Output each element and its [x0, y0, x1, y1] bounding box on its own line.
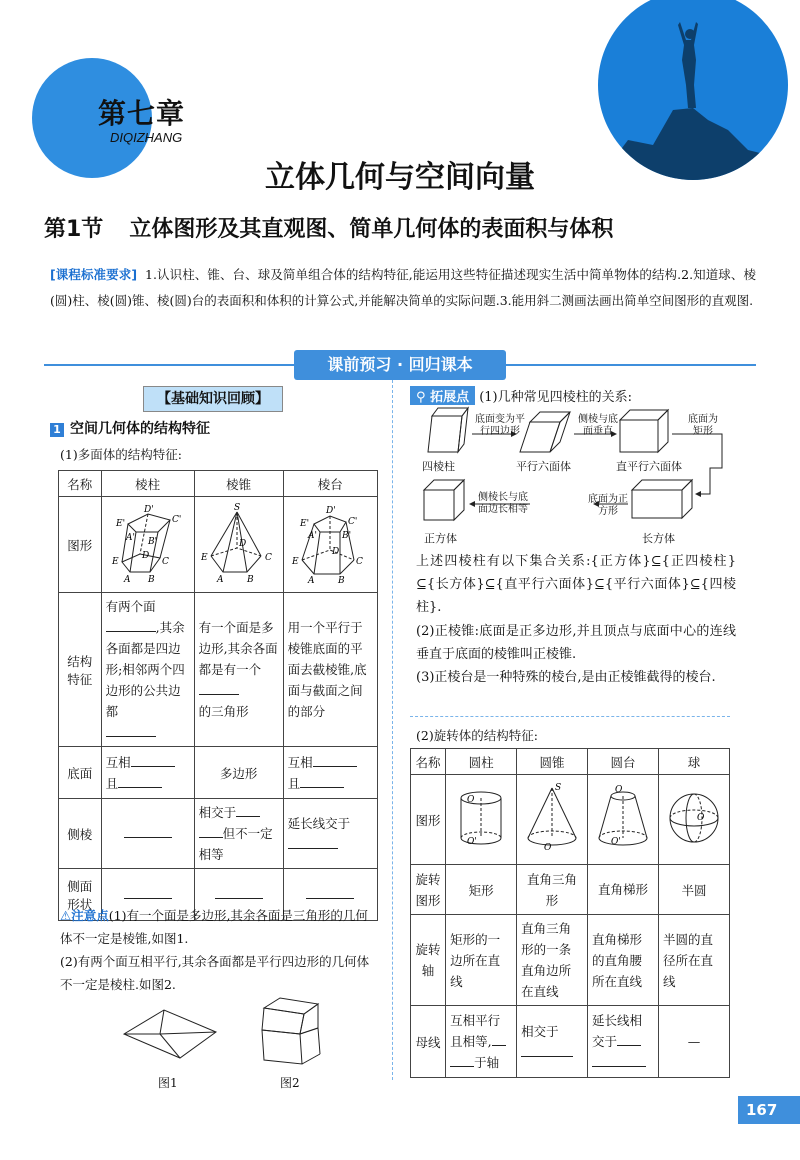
svg-text:C': C'	[348, 517, 358, 527]
note-1: (1)有一个面是多边形,其余各面是三角形的几何体不一定是棱锥,如图1.	[60, 908, 368, 946]
blank[interactable]	[118, 787, 162, 788]
svg-text:A': A'	[308, 531, 318, 541]
solid-label-4: 正方体	[424, 532, 457, 545]
edge-frustum-text: 延长线交于	[287, 815, 351, 831]
struct-pyramid-1: 有一个面是多边形,其余各面都是有一个	[198, 620, 278, 677]
svg-text:B: B	[338, 576, 345, 584]
row-base-label: 底面	[59, 747, 102, 799]
blank[interactable]	[313, 766, 357, 767]
blank[interactable]	[617, 1045, 641, 1046]
th-prism: 棱柱	[101, 471, 194, 497]
gen-cyl-1: 互相平行且相等,	[450, 1013, 501, 1049]
svg-text:O: O	[544, 843, 552, 853]
arrow-label-4: 侧棱长与底面边长相等	[478, 492, 528, 515]
row2-gen-label: 母线	[411, 1006, 446, 1078]
row2-rot-label: 旋转图形	[411, 865, 446, 915]
svg-text:E': E'	[115, 519, 125, 529]
blank[interactable]	[306, 898, 354, 899]
svg-text:E: E	[111, 557, 119, 567]
blank[interactable]	[450, 1066, 474, 1067]
rotation-table	[410, 748, 730, 1078]
rot-cone: 直角三角形	[517, 865, 588, 915]
struct-pyramid-2: 的三角形	[198, 704, 249, 719]
tuozhan-title: (1)几种常见四棱柱的关系:	[479, 390, 633, 405]
tuozhan-label-text: 拓展点	[430, 390, 470, 405]
regular-frustum: (3)正棱台是一种特殊的棱台,是由正棱锥截得的棱台.	[416, 670, 716, 685]
row2-shape-label: 图形	[411, 775, 446, 865]
tuozhan-header	[410, 386, 632, 405]
solid-label-5: 长方体	[642, 532, 675, 545]
gen-cone-text: 相交于	[521, 1023, 559, 1039]
blank[interactable]	[215, 898, 263, 899]
note-label: 注意点	[71, 908, 109, 923]
row-face-label: 侧面形状	[59, 869, 102, 921]
arrow-label-3: 底面为矩形	[688, 414, 718, 437]
rot-sphere: 半圆	[659, 865, 730, 915]
preview-band: 课前预习 · 回归课本	[294, 350, 506, 380]
blank[interactable]	[236, 816, 260, 817]
svg-text:D: D	[332, 547, 340, 557]
row-shape-label: 图形	[59, 497, 102, 593]
th-name: 名称	[59, 471, 102, 497]
tuozhan-label	[410, 386, 475, 405]
frustum2-figure	[588, 775, 659, 865]
base-prism-2: 且	[105, 775, 119, 791]
svg-text:O': O'	[611, 837, 621, 847]
rot-frustum: 直角梯形	[588, 865, 659, 915]
svg-text:E': E'	[300, 519, 310, 529]
blank[interactable]	[492, 1045, 506, 1046]
th2-cone: 圆锥	[517, 749, 588, 775]
note-block	[60, 904, 380, 996]
main-title: 立体几何与空间向量	[265, 160, 535, 195]
svg-text:S: S	[555, 783, 562, 793]
rot-cyl: 矩形	[446, 865, 517, 915]
blank[interactable]	[124, 898, 172, 899]
solid-label-3: 直平行六面体	[616, 460, 682, 473]
section-title-text: 立体图形及其直观图、简单几何体的表面积与体积	[129, 217, 614, 242]
svg-text:D': D'	[143, 505, 154, 515]
base-pyramid: 多边形	[194, 747, 283, 799]
heading-number: 1	[50, 423, 64, 437]
prism-figure	[101, 497, 194, 593]
arrow-label-2: 侧棱与底面垂直	[578, 414, 618, 437]
fig1-label: 图1	[158, 1076, 178, 1090]
struct-prism	[101, 593, 194, 747]
knowledge-review-box: 【基础知识回顾】	[143, 386, 283, 412]
gen-frustum	[588, 1006, 659, 1078]
regular-pyramid: (2)正棱锥:底面是正多边形,并且顶点与底面中心的连线垂直于底面的棱锥叫正棱锥.	[416, 624, 736, 662]
edge-pyramid-2: 但不一定相等	[198, 826, 273, 862]
sphere-figure	[659, 775, 730, 865]
th2-cyl: 圆柱	[446, 749, 517, 775]
svg-text:B: B	[147, 575, 155, 584]
base-frustum-1: 互相	[287, 754, 313, 770]
svg-text:S: S	[233, 503, 240, 513]
row-struct-label: 结构特征	[59, 593, 102, 747]
gen-frustum-text: 延长线相交于	[592, 1013, 643, 1049]
svg-text:D: D	[238, 539, 246, 549]
standard-label: [课程标准要求]	[50, 267, 138, 282]
course-standard	[50, 262, 756, 314]
section-number: 第1节	[44, 217, 104, 242]
gen-cyl-2: 于轴	[474, 1055, 500, 1070]
edge-pyramid-1: 相交于	[198, 805, 237, 820]
gen-cyl	[446, 1006, 517, 1078]
blank[interactable]	[199, 837, 223, 838]
section-title	[44, 212, 613, 243]
gen-sphere: —	[659, 1006, 730, 1078]
base-prism-1: 互相	[105, 754, 131, 770]
svg-text:C: C	[264, 553, 272, 563]
arrow-label-1: 底面变为平行四边形	[475, 414, 525, 437]
fig2-label: 图2	[280, 1076, 300, 1090]
blank[interactable]	[592, 1066, 646, 1067]
right-divider	[410, 716, 730, 717]
svg-text:A: A	[123, 575, 131, 584]
svg-text:B': B'	[147, 537, 157, 547]
svg-text:O: O	[697, 813, 705, 823]
polyhedron-table	[58, 470, 378, 921]
svg-text:A: A	[216, 575, 224, 584]
page-number: 167	[738, 1096, 800, 1124]
edge-prism	[101, 799, 194, 869]
figure-2	[256, 994, 326, 1074]
row-edge-label: 侧棱	[59, 799, 102, 869]
th-pyramid: 棱锥	[194, 471, 283, 497]
gen-cone	[517, 1006, 588, 1078]
struct-prism-2: ,其余各面都是四边形;相邻两个四边形的公共边都	[105, 620, 185, 719]
solid-label-1: 四棱柱	[422, 460, 455, 473]
blank[interactable]	[131, 766, 175, 767]
th2-name: 名称	[411, 749, 446, 775]
blank[interactable]	[124, 837, 172, 838]
row2-axis-label: 旋转轴	[411, 915, 446, 1006]
set-relations: 上述四棱柱有以下集合关系:{正方体}⊆{正四棱柱}⊆{长方体}⊆{直平行六面体}⊆{平行六面体}⊆{四棱柱}.	[416, 554, 736, 615]
struct-pyramid	[194, 593, 283, 747]
svg-text:D': D'	[326, 506, 337, 516]
warning-icon: ⚠	[60, 908, 72, 923]
blank[interactable]	[521, 1056, 573, 1057]
column-divider	[392, 380, 393, 1080]
struct-frustum: 用一个平行于棱锥底面的平面去截棱锥,底面与截面之间的部分	[283, 593, 377, 747]
heading-structure	[50, 418, 210, 438]
polyhedron-sub: (1)多面体的结构特征:	[60, 447, 182, 462]
svg-text:O': O'	[467, 837, 477, 847]
th-frustum: 棱台	[283, 471, 377, 497]
arrow-label-5: 底面为正方形	[588, 494, 628, 517]
edge-frustum	[283, 799, 377, 869]
axis-frustum: 直角梯形的直角腰所在直线	[588, 915, 659, 1006]
svg-text:E: E	[200, 553, 208, 563]
chapter-title: 第七章	[98, 97, 186, 130]
svg-text:C: C	[356, 557, 364, 567]
blank[interactable]	[106, 736, 156, 737]
frustum-figure	[283, 497, 377, 593]
edge-pyramid	[194, 799, 283, 869]
svg-text:O: O	[467, 795, 475, 805]
svg-text:C': C'	[171, 515, 181, 525]
rotation-sub: (2)旋转体的结构特征:	[416, 728, 538, 743]
heading-text: 空间几何体的结构特征	[70, 421, 210, 437]
svg-text:A': A'	[125, 533, 135, 543]
tuozhan-icon: ⚲	[416, 390, 426, 405]
svg-text:C: C	[161, 557, 169, 567]
base-prism	[101, 747, 194, 799]
svg-text:O: O	[615, 785, 623, 795]
axis-cyl: 矩形的一边所在直线	[446, 915, 517, 1006]
cylinder-figure	[446, 775, 517, 865]
svg-text:A: A	[308, 576, 315, 584]
pyramid-figure	[194, 497, 283, 593]
th2-frustum: 圆台	[588, 749, 659, 775]
svg-text:D: D	[141, 551, 149, 561]
blank[interactable]	[106, 631, 156, 632]
struct-prism-1: 有两个面	[105, 599, 156, 614]
th2-sphere: 球	[659, 749, 730, 775]
axis-sphere: 半圆的直径所在直线	[659, 915, 730, 1006]
svg-text:B': B'	[342, 531, 352, 541]
solid-label-2: 平行六面体	[516, 460, 571, 473]
blank[interactable]	[199, 694, 239, 695]
note-2: (2)有两个面互相平行,其余各面都是平行四边形的几何体不一定是棱柱.如图2.	[60, 954, 370, 992]
figure-1	[120, 1004, 220, 1064]
svg-text:B: B	[246, 575, 254, 584]
base-frustum	[283, 747, 377, 799]
blank[interactable]	[288, 848, 338, 849]
standard-text: 1.认识柱、锥、台、球及简单组合体的结构特征,能运用这些特征描述现实生活中简单物体的结构.2.知道球、棱(圆)柱、棱(圆)锥、棱(圆)台的表面积和体积的计算公式,并能解决简单的实际问题.3.能用斜二测画法画出简单空间图形的直观图.	[50, 267, 756, 308]
chapter-pinyin: DIQIZHANG	[110, 130, 183, 145]
svg-text:E: E	[292, 557, 299, 567]
axis-cone: 直角三角形的一条直角边所在直线	[517, 915, 588, 1006]
base-frustum-2: 且	[287, 775, 301, 791]
cone-figure	[517, 775, 588, 865]
blank[interactable]	[300, 787, 344, 788]
